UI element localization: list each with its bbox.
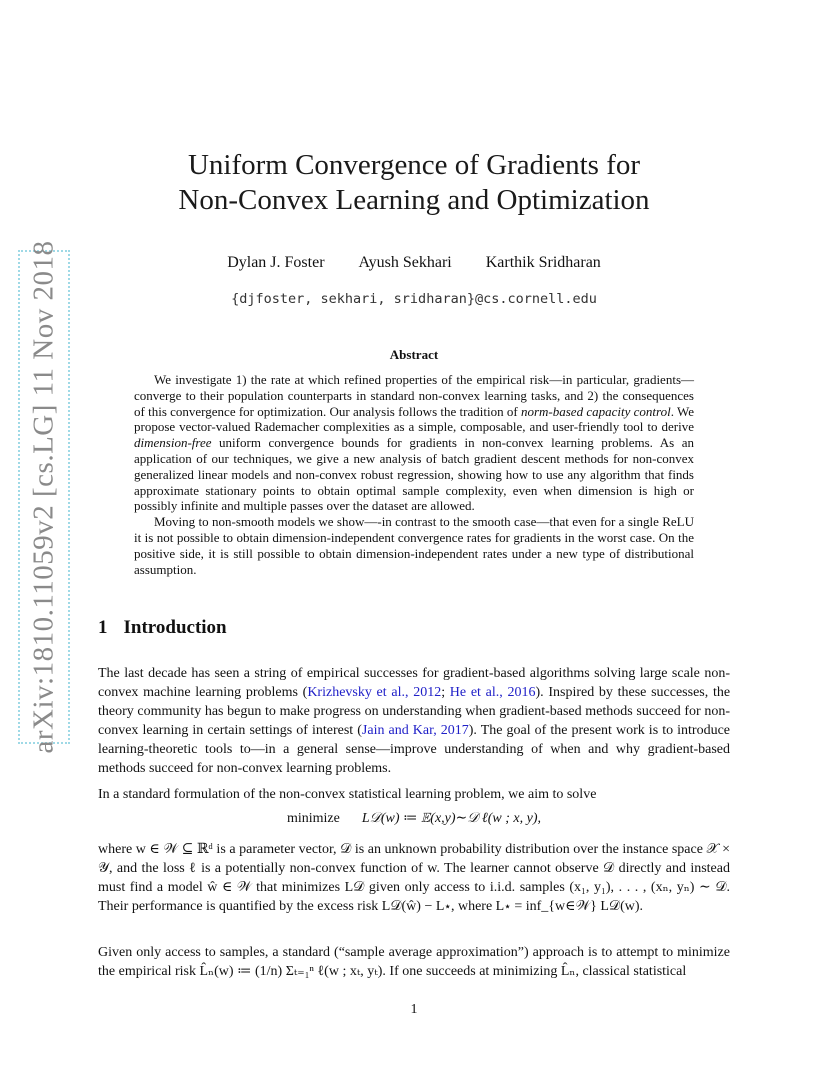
equation-formula: L𝒟(w) ≔ 𝔼(x,y)∼𝒟 ℓ(w ; x, y), <box>361 811 542 826</box>
author-3: Karthik Sridharan <box>485 254 601 271</box>
author-email: {djfoster, sekhari, sridharan}@cs.cornell.edu <box>231 291 597 307</box>
abstract-body <box>134 372 694 577</box>
intro-paragraph-1 <box>98 664 730 778</box>
author-1: Dylan J. Foster <box>227 254 325 271</box>
page-number: 1 <box>410 1002 418 1017</box>
intro-body <box>98 664 730 804</box>
abstract-text: uniform convergence bounds for gradients in non-convex learning problems. As an application of our techniques, we give a new analysis of batch gradient descent methods for non-convex generalized linear models and non-convex robust regression, showing how to use any algorithm that finds approximate stationary points to obtain optimal sample complexity, even when dimension is high or possibly infinite and multiple passes over the dataset are allowed. <box>134 435 694 514</box>
body-paragraph-3: where w ∈ 𝒲 ⊆ ℝᵈ is a parameter vector, 𝒟 is an unknown probability distribution over the instance space 𝒳 × 𝒴, and the loss ℓ is a potentially non-convex function of w. The learner cannot observe 𝒟 directly and instead must find a model ŵ ∈ 𝒲 that minimizes L𝒟 given only access to i.i.d. samples (x₁, y₁), . . . , (xₙ, yₙ) ∼ 𝒟. Their performance is quantified by the excess risk L𝒟(ŵ) − L⋆, where L⋆ = inf_{w∈𝒲} L𝒟(w). <box>98 842 730 914</box>
equation-label: minimize <box>286 811 340 826</box>
citation-link[interactable]: He et al., 2016 <box>449 685 536 700</box>
author-2: Ayush Sekhari <box>358 254 452 271</box>
intro-text: ). Inspired by these successes, the theory community has begun to make progress on understanding when gradient-based methods succeed for non-convex learning in certain settings of interest ( <box>98 685 731 738</box>
body-paragraph-4: Given only access to samples, a standard (“sample average approximation”) approach is to attempt to minimize the empirical risk L̂ₙ(w) ≔ (1/n) Σₜ₌₁ⁿ ℓ(w ; xₜ, yₜ). If one succeeds at minimizing L̂ₙ, classical statistical <box>98 945 730 979</box>
section-number: 1 <box>98 617 108 638</box>
citation-link[interactable]: Krizhevsky et al., 2012 <box>307 685 442 700</box>
title-line-1: Uniform Convergence of Gradients for <box>187 149 641 181</box>
arxiv-stamp <box>18 240 70 754</box>
intro-text: ). The goal of the present work is to introduce learning-theoretic tools to—in a general sense—improve understanding of when and why gradient-based methods succeed for non-convex learning problems. <box>98 723 730 776</box>
abstract-heading: Abstract <box>389 347 439 362</box>
citation-link[interactable]: Jain and Kar, 2017 <box>361 723 469 738</box>
abstract-text: . We propose vector-valued Rademacher complexities as a simple, composable, and user-friendly tool to derive <box>134 403 694 435</box>
intro-text: The last decade has seen a string of empirical successes for gradient-based algorithms solving large scale non-convex machine learning problems ( <box>98 666 730 700</box>
paper-title <box>0 148 828 218</box>
author-list <box>0 254 828 272</box>
abstract-emphasis: dimension-free <box>134 435 212 451</box>
abstract-text: We investigate 1) the rate at which refined properties of the empirical risk—in particular, gradients—converge to their population counterparts in standard non-convex learning tasks, and 2) the consequences of this convergence for optimization. Our analysis follows the tradition of <box>134 372 694 419</box>
section-heading <box>98 617 227 639</box>
abstract-emphasis: norm-based capacity control <box>520 403 671 419</box>
abstract-paragraph-2: Moving to non-smooth models we show—-in contrast to the smooth case—that even for a single ReLU it is not possible to obtain dimension-independent convergence rates for gradients in the worst case. On the positive side, it is still possible to obtain dimension-independent rates under a new type of distributional assumption. <box>134 514 694 577</box>
intro-text: ; <box>441 685 450 700</box>
section-title: Introduction <box>123 617 227 638</box>
arxiv-stamp-text: arXiv:1810.11059v2 [cs.LG] 11 Nov 2018 <box>27 240 60 754</box>
display-equation <box>0 810 828 827</box>
title-line-2: Non-Convex Learning and Optimization <box>178 184 650 216</box>
abstract-paragraph-1 <box>134 372 694 514</box>
intro-paragraph-2: In a standard formulation of the non-convex statistical learning problem, we aim to solve <box>98 787 597 802</box>
